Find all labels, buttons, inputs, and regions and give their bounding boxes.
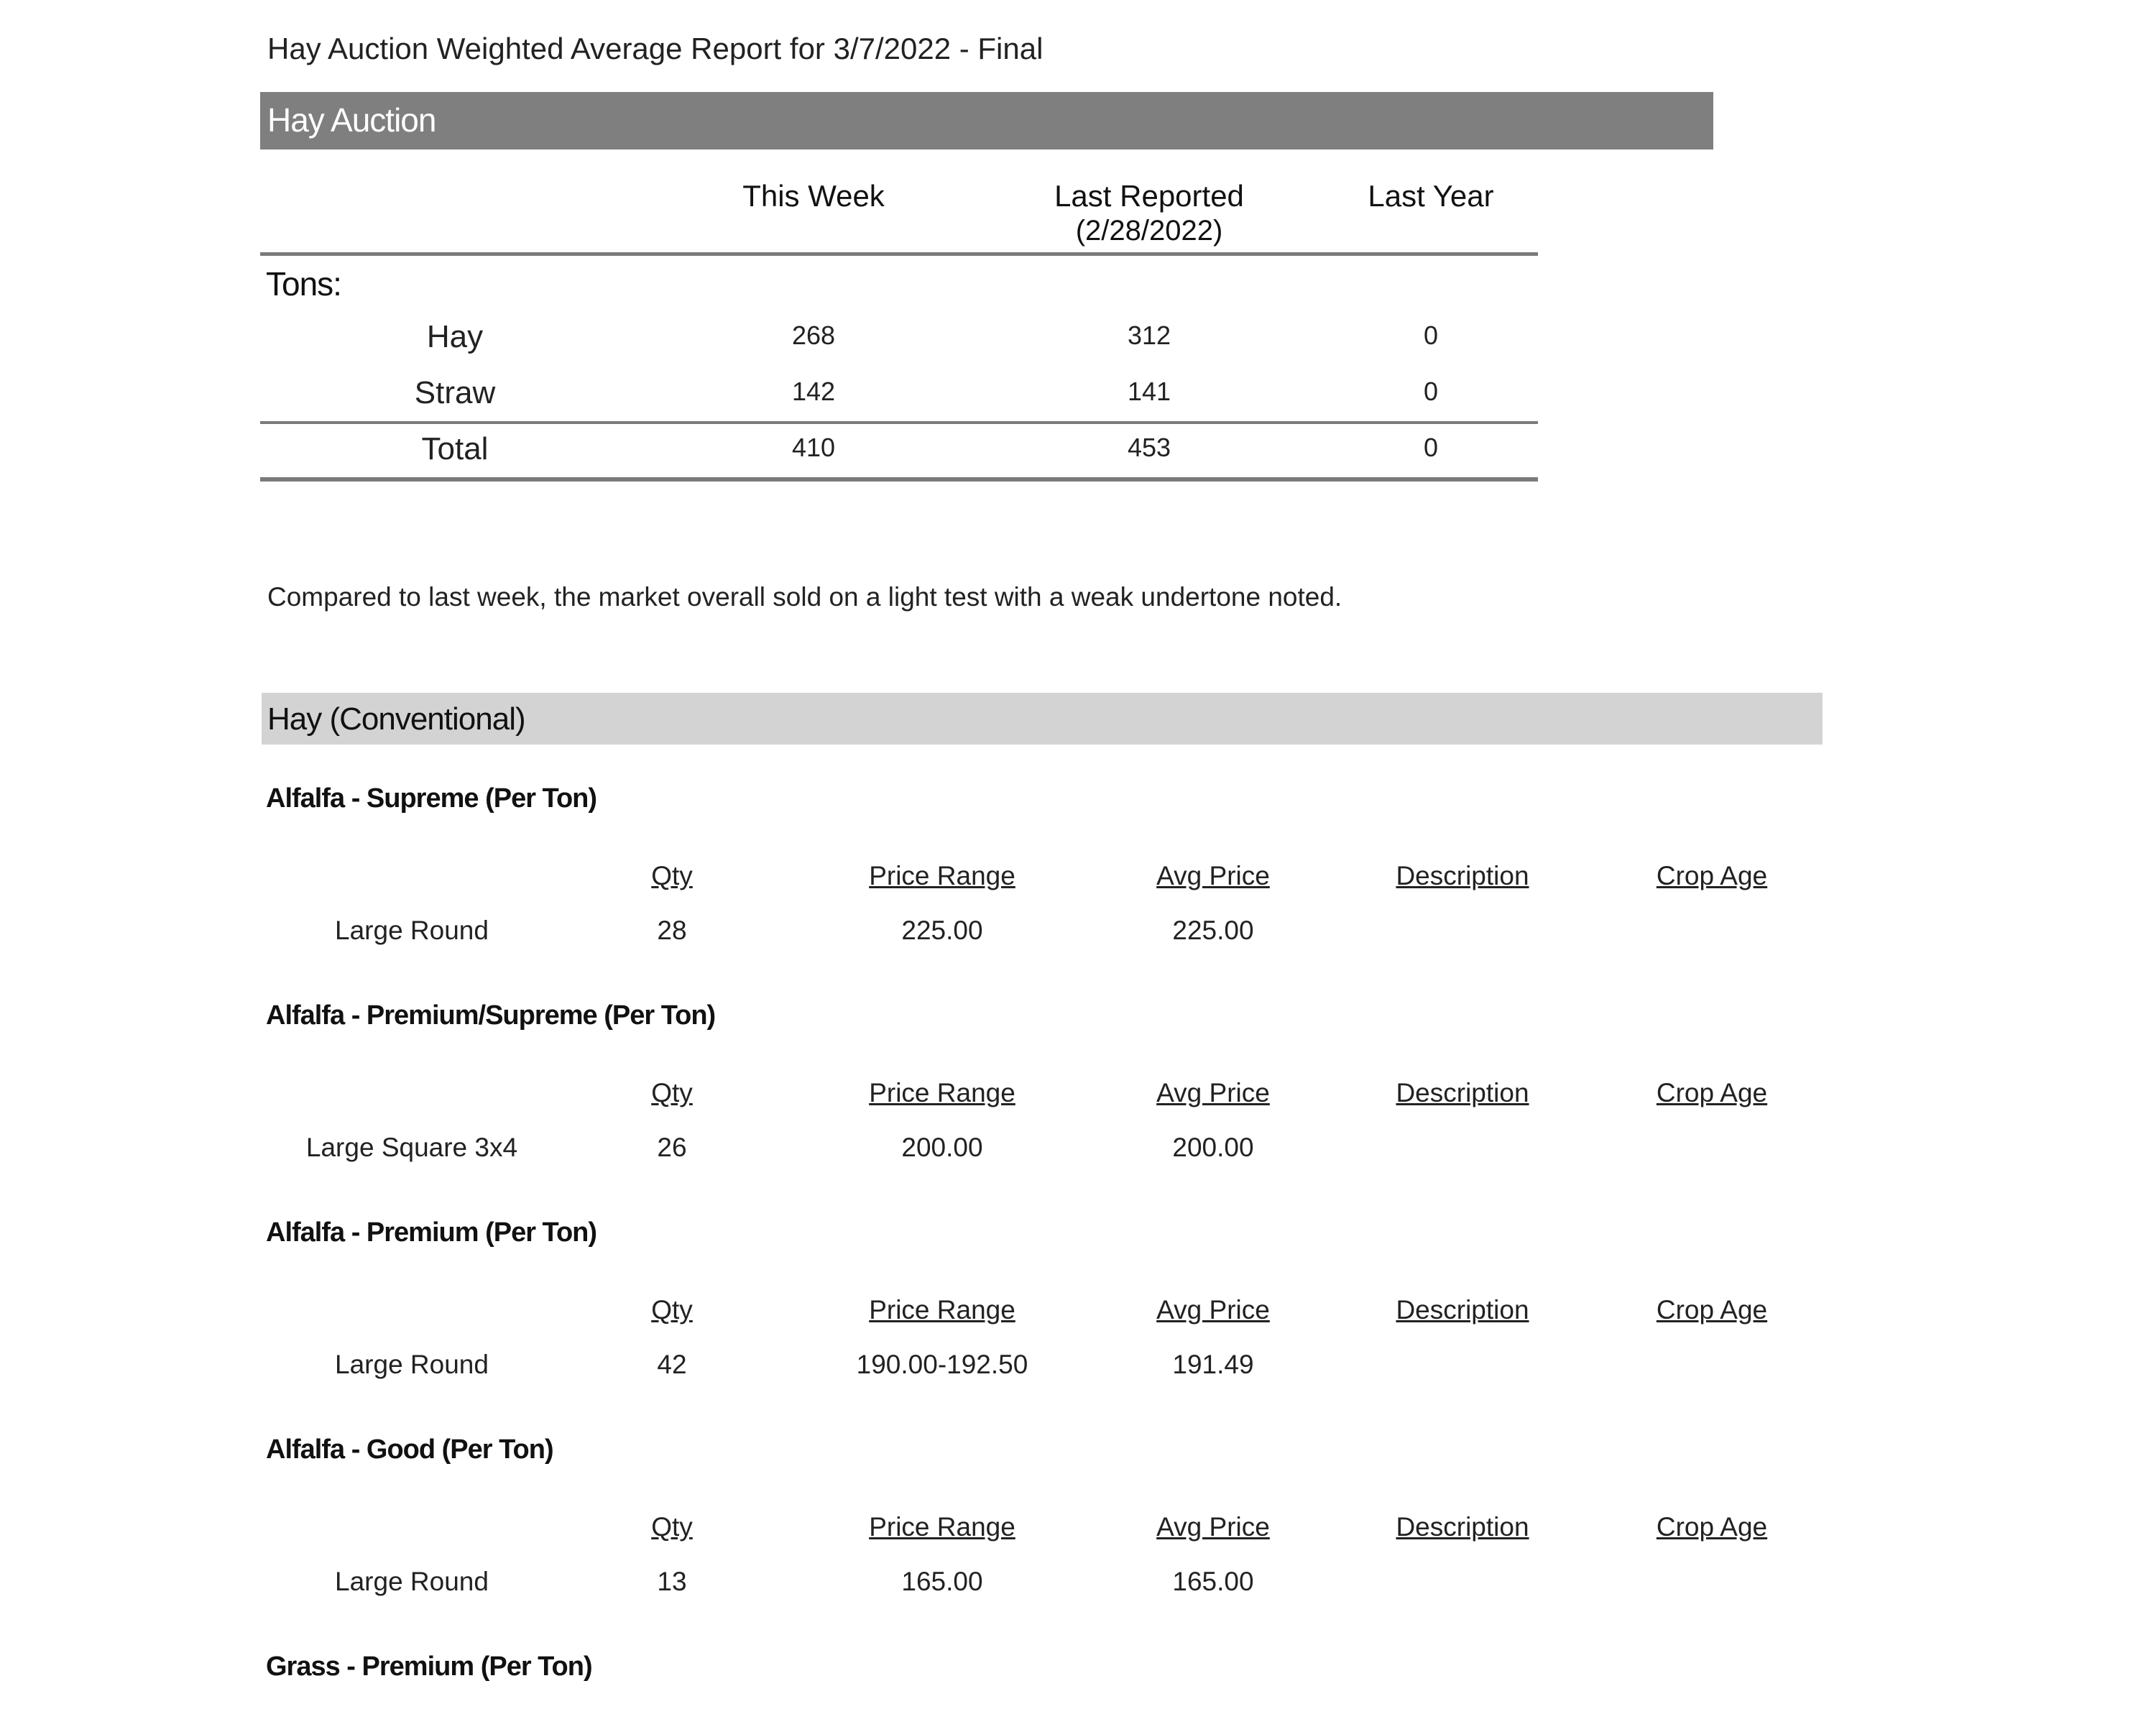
group-title: Alfalfa - Good (Per Ton) — [266, 1434, 553, 1465]
table-row-type: Large Round — [335, 1567, 489, 1596]
header-this-week: This Week — [742, 179, 885, 213]
table-row-type: Large Square 3x4 — [305, 1133, 518, 1162]
table-row-qty: 13 — [657, 1567, 687, 1596]
summary-cell: 453 — [1127, 433, 1171, 462]
table-row-avg-price: 191.49 — [1172, 1350, 1254, 1379]
table-row-price-range: 225.00 — [901, 916, 983, 945]
summary-cell: 312 — [1127, 321, 1171, 350]
summary-cell: 0 — [1423, 433, 1439, 462]
section-banner-label: Hay Auction — [267, 101, 436, 139]
table-row-avg-price: 165.00 — [1172, 1567, 1254, 1596]
header-last-year: Last Year — [1368, 179, 1494, 213]
group-title: Alfalfa - Premium (Per Ton) — [266, 1217, 597, 1248]
table-row-qty: 26 — [657, 1133, 687, 1162]
column-header-price-range: Price Range — [869, 1078, 1015, 1107]
summary-cell: 0 — [1423, 321, 1439, 350]
column-header-price-range: Price Range — [869, 861, 1015, 890]
group-title: Grass - Premium (Per Ton) — [266, 1652, 592, 1682]
summary-row-label: Straw — [414, 375, 496, 410]
column-header-avg-price: Avg Price — [1156, 861, 1270, 890]
summary-bottom-rule — [260, 477, 1538, 482]
group-title: Alfalfa - Supreme (Per Ton) — [266, 783, 597, 814]
header-last-reported: Last Reported — [1054, 179, 1244, 213]
column-header-description: Description — [1396, 1295, 1529, 1325]
table-row-avg-price: 225.00 — [1172, 916, 1254, 945]
column-header-avg-price: Avg Price — [1156, 1078, 1270, 1107]
column-header-description: Description — [1396, 1512, 1529, 1542]
tons-label: Tons: — [266, 265, 341, 303]
table-row-qty: 28 — [657, 916, 687, 945]
column-header-crop-age: Crop Age — [1656, 861, 1768, 890]
column-header-qty: Qty — [651, 1512, 693, 1542]
report-title: Hay Auction Weighted Average Report for 3/7/2022 - Final — [267, 32, 1044, 65]
summary-total-rule — [260, 421, 1538, 424]
column-header-crop-age: Crop Age — [1656, 1078, 1768, 1107]
column-header-description: Description — [1396, 861, 1529, 890]
column-header-crop-age: Crop Age — [1656, 1512, 1768, 1542]
summary-cell: 268 — [791, 321, 836, 350]
summary-row-label: Total — [421, 431, 489, 466]
table-row-price-range: 190.00-192.50 — [856, 1350, 1028, 1379]
group-title: Alfalfa - Premium/Supreme (Per Ton) — [266, 1000, 716, 1031]
summary-header-rule — [260, 252, 1538, 256]
section-banner-hay-auction — [260, 92, 1713, 149]
market-note: Compared to last week, the market overall sold on a light test with a weak undertone noted. — [267, 582, 1342, 612]
summary-cell: 0 — [1423, 377, 1439, 406]
table-row-price-range: 165.00 — [901, 1567, 983, 1596]
column-header-qty: Qty — [651, 1078, 693, 1107]
summary-cell: 141 — [1127, 377, 1171, 406]
column-header-qty: Qty — [651, 1295, 693, 1325]
table-row-type: Large Round — [335, 1350, 489, 1379]
column-header-avg-price: Avg Price — [1156, 1295, 1270, 1325]
table-row-qty: 42 — [657, 1350, 687, 1379]
section-banner-label: Hay (Conventional) — [267, 701, 525, 737]
table-row-price-range: 200.00 — [901, 1133, 983, 1162]
summary-cell: 410 — [791, 433, 836, 462]
section-banner-hay-conventional — [262, 693, 1823, 745]
column-header-description: Description — [1396, 1078, 1529, 1107]
summary-cell: 142 — [791, 377, 836, 406]
column-header-qty: Qty — [651, 861, 693, 890]
summary-row-label: Hay — [426, 319, 484, 354]
column-header-avg-price: Avg Price — [1156, 1512, 1270, 1542]
column-header-price-range: Price Range — [869, 1512, 1015, 1542]
column-header-crop-age: Crop Age — [1656, 1295, 1768, 1325]
header-last-reported-date: (2/28/2022) — [1075, 215, 1223, 247]
column-header-price-range: Price Range — [869, 1295, 1015, 1325]
table-row-type: Large Round — [335, 916, 489, 945]
table-row-avg-price: 200.00 — [1172, 1133, 1254, 1162]
